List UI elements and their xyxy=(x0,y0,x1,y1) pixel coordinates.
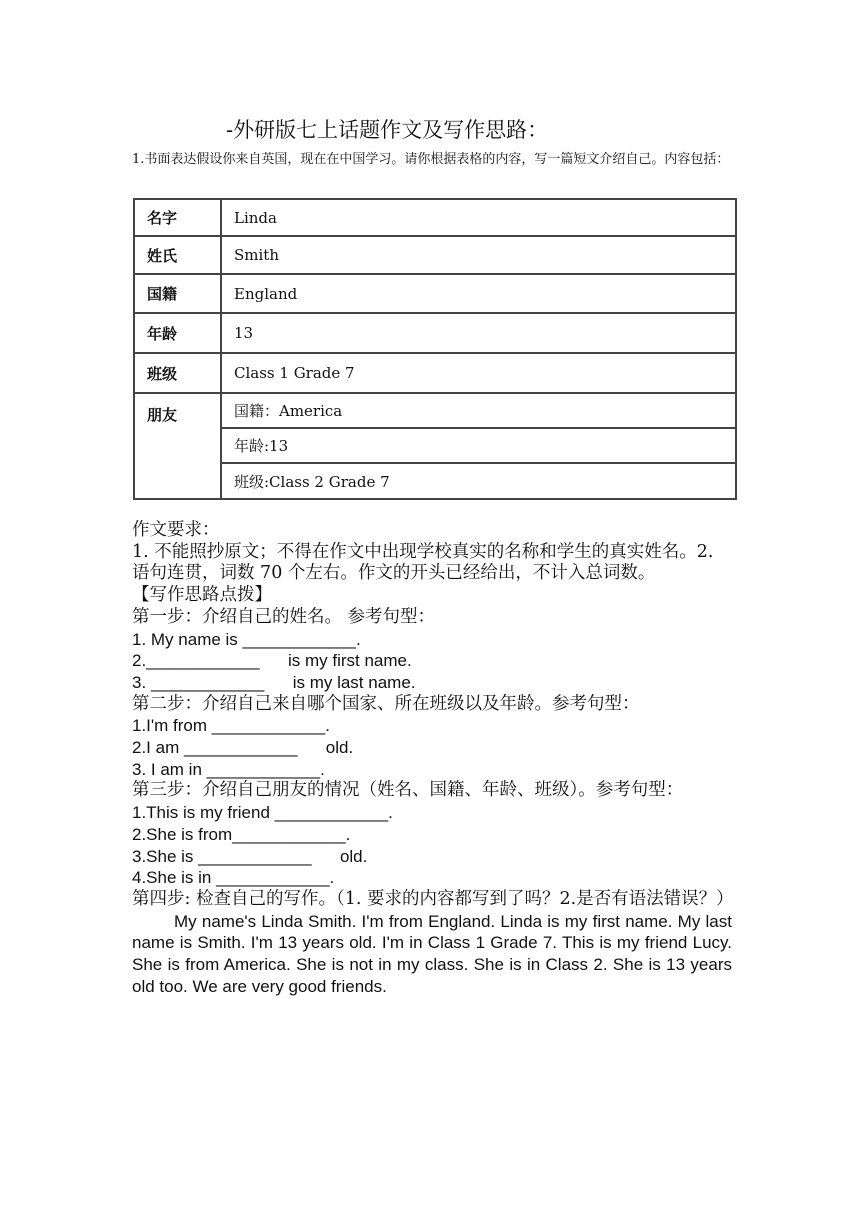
step-line: 3.She is ____________ old. xyxy=(132,846,368,866)
page-title: -外研版七上话题作文及写作思路： xyxy=(226,118,549,142)
step-title: 第三步：介绍自己朋友的情况（姓名、国籍、年龄、班级）。参考句型： xyxy=(132,780,684,801)
table-row xyxy=(134,199,736,236)
step-line: 2.She is from____________. xyxy=(132,824,351,844)
info-table xyxy=(133,198,737,500)
step-line: 2.____________ is my first name. xyxy=(132,651,412,671)
friend-value: 年龄:13 xyxy=(221,428,736,463)
guide-heading: 【写作思路点拨】 xyxy=(132,585,272,606)
requirements-heading: 作文要求： xyxy=(132,520,220,540)
step-line: 3. I am in ____________. xyxy=(132,759,325,779)
table-row xyxy=(134,428,736,463)
row-value: 13 xyxy=(221,313,736,353)
row-label: 名字 xyxy=(134,199,221,236)
row-value: Linda xyxy=(221,199,736,236)
requirements-text: 1. 不能照抄原文；不得在作文中出现学校真实的名称和学生的真实姓名。2. 语句连贯，词数 70 个左右。作文的开头已经给出，不计入总词数。 xyxy=(132,541,714,584)
table-row xyxy=(134,274,736,313)
row-value: England xyxy=(221,274,736,313)
friend-value: 国籍：America xyxy=(221,393,736,428)
friend-value: 班级:Class 2 Grade 7 xyxy=(221,463,736,499)
step-line: 1.I'm from ____________. xyxy=(132,716,330,736)
writing-guide xyxy=(132,520,732,997)
row-label: 班级 xyxy=(134,353,221,393)
row-label: 姓氏 xyxy=(134,236,221,274)
table-row xyxy=(134,393,736,428)
step-line: 4.She is in ____________. xyxy=(132,868,335,888)
row-value: Class 1 Grade 7 xyxy=(221,353,736,393)
table-row xyxy=(134,236,736,274)
task-intro: 1.书面表达假设你来自英国，现在在中国学习。请你根据表格的内容，写一篇短文介绍自己。内容包括： xyxy=(132,152,730,167)
step-line: 1.This is my friend ____________. xyxy=(132,803,393,823)
friend-label: 朋友 xyxy=(134,393,221,499)
table-row xyxy=(134,463,736,499)
row-label: 年龄 xyxy=(134,313,221,353)
row-label: 国籍 xyxy=(134,274,221,313)
step-title: 第二步：介绍自己来自哪个国家、所在班级以及年龄。参考句型： xyxy=(132,693,640,714)
table-row xyxy=(134,353,736,393)
table-row xyxy=(134,313,736,353)
step-title: 第四步: 检查自己的写作。（1. 要求的内容都写到了吗？2.是否有语法错误？） xyxy=(132,888,734,909)
step-line: 3. ____________ is my last name. xyxy=(132,672,416,692)
step-title: 第一步：介绍自己的姓名。 参考句型： xyxy=(132,606,436,627)
sample-essay: My name's Linda Smith. I'm from England. Linda is my first name. My last name is Smith. I'm 13 years old. I'm in Class 1 Grade 7. This is my friend Lucy. She is from America. She is not in my class. She is in Class 2. She is 13 years old too. We are very good friends. xyxy=(132,911,732,996)
step-line: 2.I am ____________ old. xyxy=(132,738,354,758)
step-line: 1. My name is ____________. xyxy=(132,629,361,649)
row-value: Smith xyxy=(221,236,736,274)
